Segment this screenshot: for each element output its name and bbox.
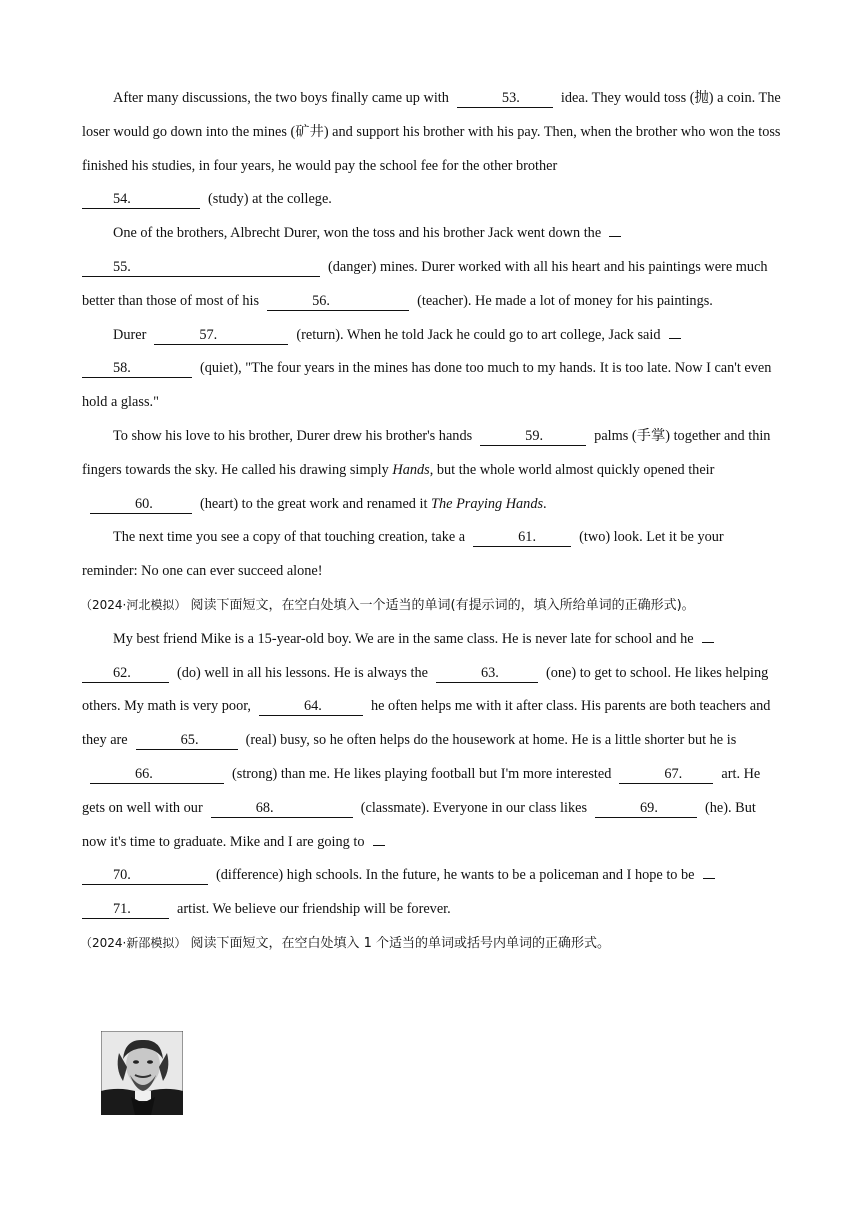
blank-63[interactable]: 63. <box>436 664 538 683</box>
blank-71[interactable]: 71. <box>82 900 169 919</box>
paragraph-55 <box>82 217 782 318</box>
text: (strong) than me. He likes playing football but I'm more interested <box>232 765 612 782</box>
blank-59[interactable]: 59. <box>480 427 586 446</box>
portrait-photo <box>101 1031 183 1115</box>
text: (two) look. Let it be your reminder: No one can ever succeed alone! <box>82 529 724 580</box>
text: artist. We believe our friendship will be forever. <box>177 901 451 918</box>
text: (real) busy, so he often helps do the housework at home. He is a little shorter but he is <box>245 732 737 749</box>
blank-68[interactable]: 68. <box>211 799 353 818</box>
text: (teacher). He made a lot of money for his paintings. <box>417 292 713 309</box>
blank-55[interactable]: 55. <box>82 258 320 277</box>
blank-60[interactable]: 60. <box>90 495 192 514</box>
blank-54[interactable]: 54. <box>82 190 200 209</box>
blank-70[interactable]: 70. <box>82 866 208 885</box>
text: (heart) to the great work and renamed it <box>200 495 428 512</box>
instruction-text: 阅读下面短文，在空白处填入一个适当的单词(有提示词的，填入所给单词的正确形式)。 <box>190 597 695 613</box>
text: palms (手掌) together and thin fingers towards the sky. He called his drawing simply <box>82 427 771 478</box>
title-hands: Hands <box>392 461 430 478</box>
text: (return). When he told Jack he could go to art college, Jack said <box>296 326 661 343</box>
blank-62-lead <box>702 642 714 643</box>
text: (quiet), "The four years in the mines has done too much to my hands. It is too late. Now I can't even hold a glass." <box>82 360 772 411</box>
title-praying-hands: The Praying Hands <box>431 495 544 512</box>
text: (classmate). Everyone in our class likes <box>360 799 588 816</box>
text: (he). But now it's time to graduate. Mike and I are going to <box>82 799 756 850</box>
blank-57[interactable]: 57. <box>154 326 288 345</box>
text: (one) to get to school. He likes helping others. My math is very poor, <box>82 664 769 715</box>
source-tag: （2024·新邵模拟） <box>80 935 187 950</box>
text: (danger) mines. Durer worked with all his heart and his paintings were much better than those of most of his <box>82 258 768 309</box>
blank-53[interactable]: 53. <box>457 89 553 108</box>
text: (do) well in all his lessons. He is always the <box>177 664 428 681</box>
text: One of the brothers, Albrecht Durer, won the toss and his brother Jack went down the <box>113 225 602 242</box>
paragraph-61 <box>82 521 782 589</box>
text: (study) at the college. <box>208 191 332 208</box>
text: he often helps me with it after class. His parents are both teachers and they are <box>82 698 771 749</box>
blank-58[interactable]: 58. <box>82 359 192 378</box>
text: The next time you see a copy of that touching creation, take a <box>113 529 466 546</box>
paragraph-57 <box>82 319 782 420</box>
paragraph-59 <box>82 420 782 521</box>
blank-58-lead <box>669 338 681 339</box>
source-xinshao <box>80 927 782 961</box>
text: Durer <box>113 326 147 343</box>
blank-62[interactable]: 62. <box>82 664 169 683</box>
text: , but the whole world almost quickly opened their <box>429 461 715 478</box>
text: . <box>543 495 547 512</box>
blank-69[interactable]: 69. <box>595 799 697 818</box>
text: After many discussions, the two boys finally came up with <box>113 90 449 106</box>
text: (difference) high schools. In the future, he wants to be a policeman and I hope to be <box>216 867 695 884</box>
instruction-text: 阅读下面短文，在空白处填入 1 个适当的单词或括号内单词的正确形式。 <box>190 935 611 951</box>
blank-61[interactable]: 61. <box>473 528 571 547</box>
paragraph-53 <box>82 82 782 217</box>
blank-71-lead <box>703 878 715 879</box>
text: idea. They would toss (抛) a coin. The loser would go down into the mines (矿井) and support his brother with his pay. Then, when the brother who won the toss finished his studies, in four years, he would pay the school fee for the other brother <box>82 90 781 174</box>
blank-64[interactable]: 64. <box>259 697 363 716</box>
blank-55-lead <box>609 236 621 237</box>
text: To show his love to his brother, Durer drew his brother's hands <box>113 427 473 444</box>
text: art. He gets on well with our <box>82 765 761 816</box>
blank-65[interactable]: 65. <box>136 731 238 750</box>
blank-70-lead <box>373 845 385 846</box>
paragraph-62 <box>82 623 782 927</box>
text: My best friend Mike is a 15-year-old boy. We are in the same class. He is never late for school and he <box>113 630 694 647</box>
source-hebei <box>80 589 782 623</box>
source-tag: （2024·河北模拟） <box>80 597 187 612</box>
blank-67[interactable]: 67. <box>619 765 713 784</box>
document-page <box>82 82 782 961</box>
blank-56[interactable]: 56. <box>267 292 409 311</box>
blank-66[interactable]: 66. <box>90 765 224 784</box>
